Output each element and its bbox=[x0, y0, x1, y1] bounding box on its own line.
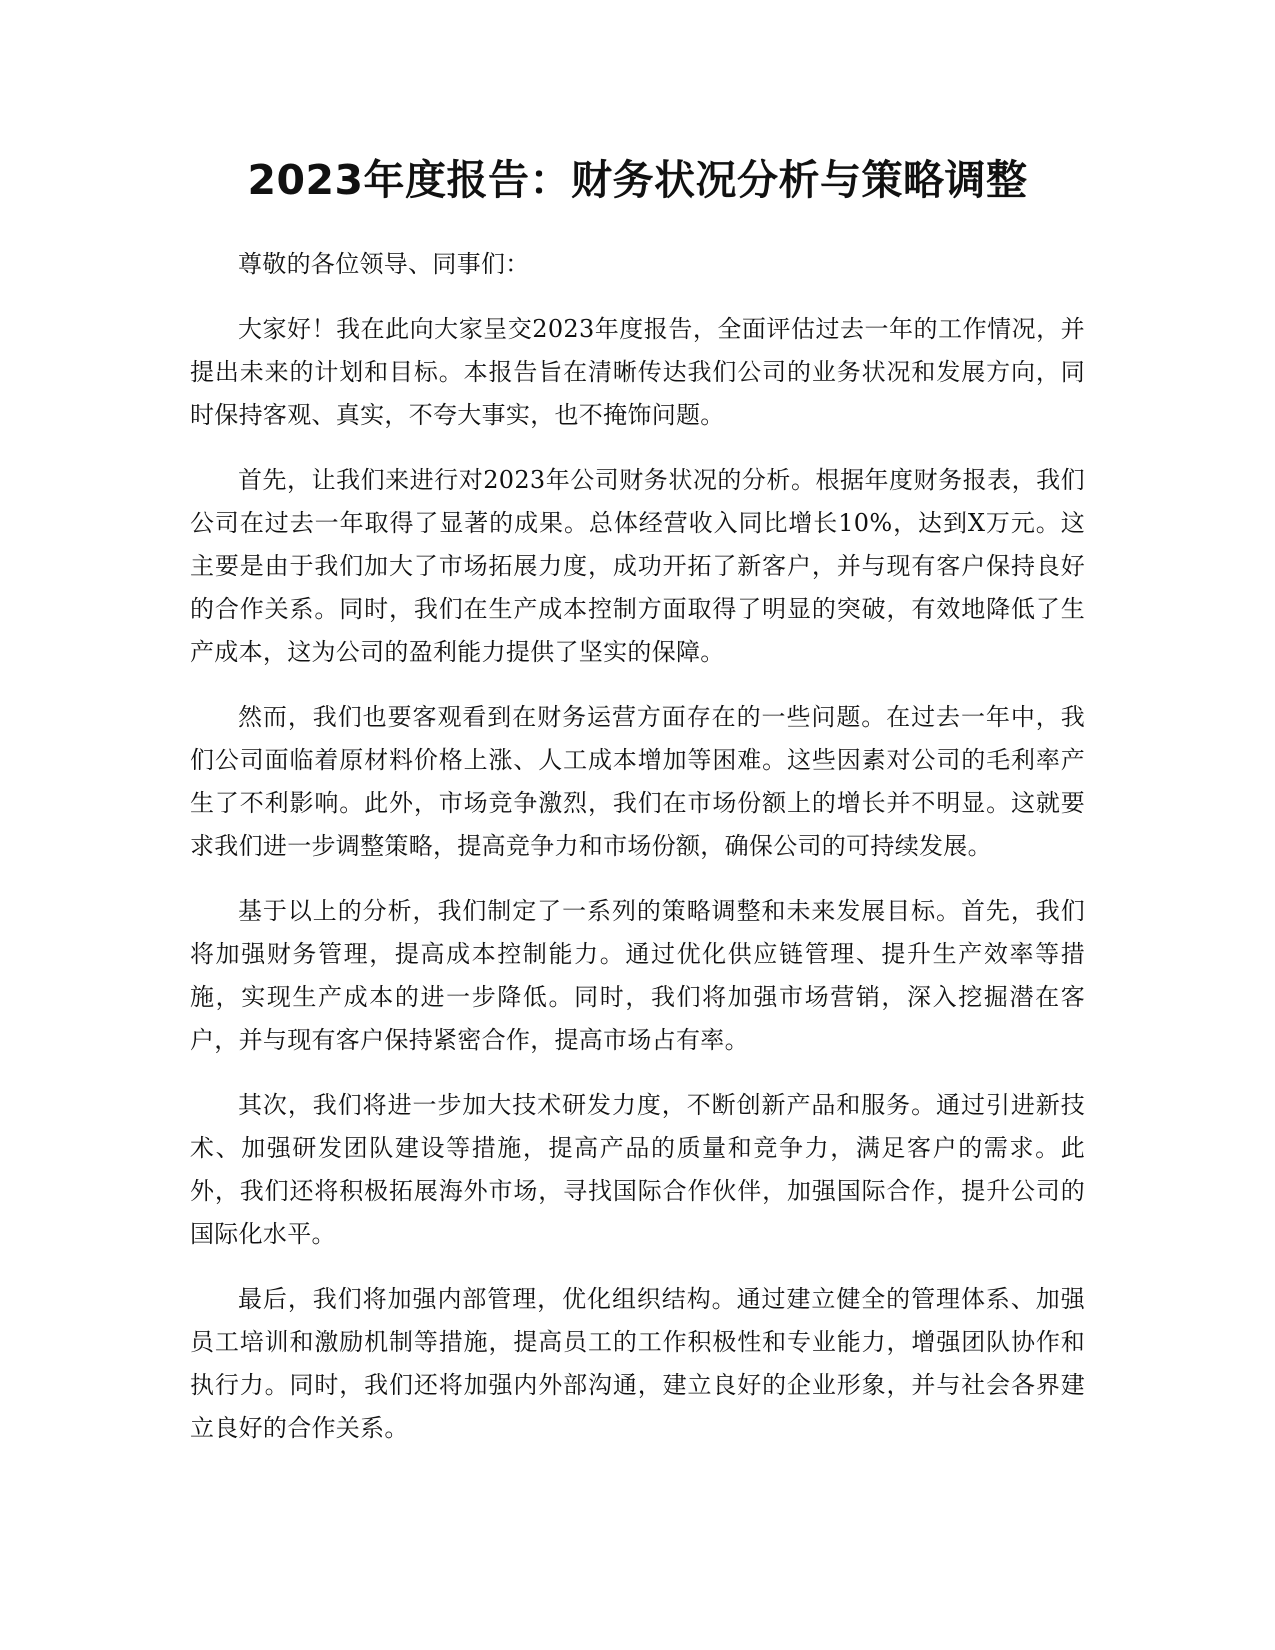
document-body bbox=[190, 243, 1085, 1472]
paragraph-salutation: 尊敬的各位领导、同事们： bbox=[238, 250, 530, 278]
paragraph-strategy: 基于以上的分析，我们制定了一系列的策略调整和未来发展目标。首先，我们将加强财务管理，提高成本控制能力。通过优化供应链管理、提升生产效率等措施，实现生产成本的进一步降低。同时，我们将加强市场营销，深入挖掘潜在客户，并与现有客户保持紧密合作，提高市场占有率。 bbox=[190, 897, 1085, 1054]
paragraph-introduction: 大家好！我在此向大家呈交2023年度报告，全面评估过去一年的工作情况，并提出未来的计划和目标。本报告旨在清晰传达我们公司的业务状况和发展方向，同时保持客观、真实，不夸大事实，也不掩饰问题。 bbox=[190, 315, 1085, 429]
document-title: 2023年度报告：财务状况分析与策略调整 bbox=[247, 156, 1028, 204]
paragraph-problems: 然而，我们也要客观看到在财务运营方面存在的一些问题。在过去一年中，我们公司面临着原材料价格上涨、人工成本增加等困难。这些因素对公司的毛利率产生了不利影响。此外，市场竞争激烈，我们在市场份额上的增长并不明显。这就要求我们进一步调整策略，提高竞争力和市场份额，确保公司的可持续发展。 bbox=[190, 703, 1085, 860]
paragraph-rnd: 其次，我们将进一步加大技术研发力度，不断创新产品和服务。通过引进新技术、加强研发团队建设等措施，提高产品的质量和竞争力，满足客户的需求。此外，我们还将积极拓展海外市场，寻找国际合作伙伴，加强国际合作，提升公司的国际化水平。 bbox=[190, 1091, 1085, 1248]
paragraph-management: 最后，我们将加强内部管理，优化组织结构。通过建立健全的管理体系、加强员工培训和激励机制等措施，提高员工的工作积极性和专业能力，增强团队协作和执行力。同时，我们还将加强内外部沟通，建立良好的企业形象，并与社会各界建立良好的合作关系。 bbox=[190, 1285, 1085, 1442]
paragraph-financial-analysis: 首先，让我们来进行对2023年公司财务状况的分析。根据年度财务报表，我们公司在过去一年取得了显著的成果。总体经营收入同比增长10%，达到X万元。这主要是由于我们加大了市场拓展力度，成功开拓了新客户，并与现有客户保持良好的合作关系。同时，我们在生产成本控制方面取得了明显的突破，有效地降低了生产成本，这为公司的盈利能力提供了坚实的保障。 bbox=[190, 466, 1085, 666]
